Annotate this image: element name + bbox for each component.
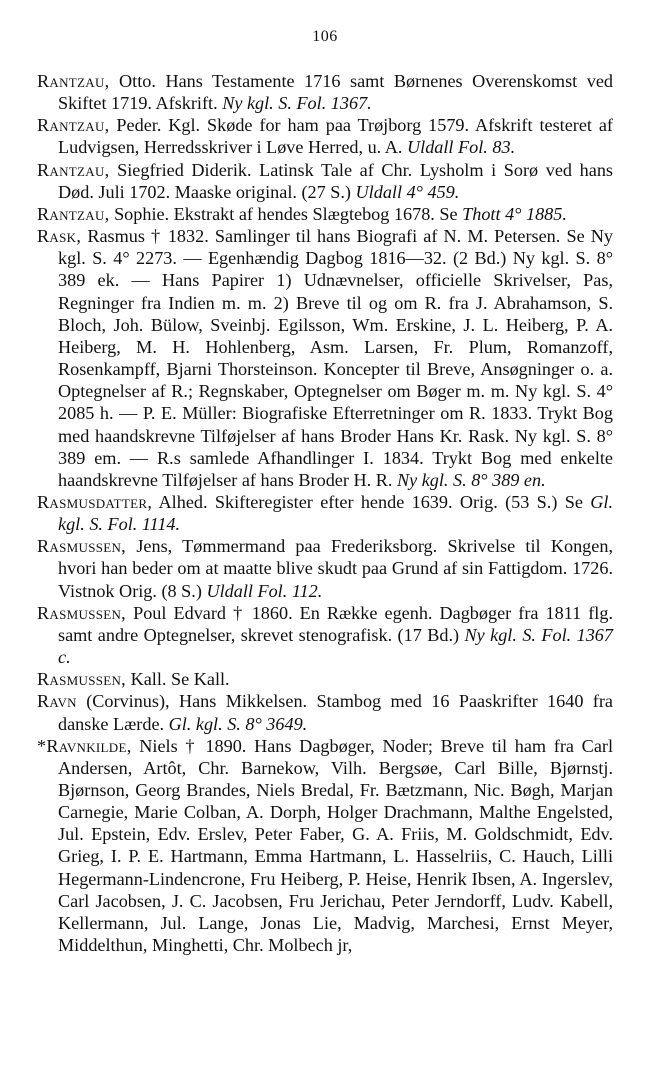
list-item: [37, 735, 613, 957]
list-item: [37, 225, 613, 491]
entry-name: Rasmusdatter,: [37, 491, 153, 512]
list-item: [37, 690, 613, 734]
list-item: [37, 491, 613, 535]
list-item: [37, 114, 613, 158]
entry-reference: Thott 4° 1885.: [462, 203, 567, 224]
entry-name: Rask,: [37, 226, 82, 247]
entry-name: *Ravnkilde,: [37, 735, 132, 756]
entry-text: Jens, Tømmermand paa Frederiksborg. Skrivelse til Kongen, hvori han beder om at maatte blive skudt paa Grund af sin Fattigdom. 1726. Vistnok Orig. (8 S.): [58, 536, 613, 601]
entry-list: [37, 70, 613, 956]
entry-text: (Corvinus), Hans Mikkelsen. Stambog med 16 Paaskrifter 1640 fra danske Lærde.: [58, 691, 613, 734]
list-item: [37, 159, 613, 203]
entry-name: Rasmussen,: [37, 602, 127, 623]
entry-text: Sophie. Ekstrakt af hendes Slægtebog 1678. Se: [109, 203, 463, 224]
entry-reference: Ny kgl. S. Fol. 1367 c.: [58, 624, 613, 668]
entry-reference: Ny kgl. S. 8° 389 en.: [396, 469, 546, 490]
entry-reference: Uldall 4° 459.: [355, 181, 460, 202]
entry-reference: Ny kgl. S. Fol. 1367.: [222, 93, 372, 114]
entry-text: Kall. Se Kall.: [126, 669, 230, 690]
list-item: [37, 535, 613, 601]
entry-text: Peder. Kgl. Skøde for ham paa Trøjborg 1579. Afskrift testeret af Ludvigsen, Herredsskriver i Løve Herred, u. A.: [58, 115, 613, 158]
entry-name: Rantzau,: [37, 115, 110, 136]
page-number: 106: [312, 28, 338, 45]
entry-name: Ravn: [37, 691, 77, 712]
entry-text: Niels † 1890. Hans Dagbøger, Noder; Breve til ham fra Carl Andersen, Artôt, Chr. Barnekow, Vilh. Bergsøe, Carl Bille, Bjørnstj. Bjørnson, Georg Brandes, Niels Bredal, Fr. Bætzmann, Nic. Bøgh, Marjan Carnegie, Marie Colban, A. Dorph, Holger Drachmann, Malthe Engelsted, Jul. Epstein, Edv. Erslev, Peter Faber, G. A. Friis, M. Goldschmidt, Edv. Grieg, I. P. E. Hartmann, Emma Hartmann, L. Hasselriis, C. Hauch, Lilli Hegermann-Lindencrone, Fru Heiberg, P. Heise, Henrik Ibsen, A. Ingerslev, Carl Jacobsen, J. C. Jacobsen, Fru Jerichau, Peter Jerndorff, Ludv. Kabell, Kellermann, Jul. Lange, Jonas Lie, Madvig, Marchesi, Ernst Meyer, Middelthun, Minghetti, Chr. Molbech jr,: [58, 735, 613, 956]
entry-name: Rasmussen,: [37, 669, 127, 690]
entry-text: Rasmus † 1832. Samlinger til hans Biografi af N. M. Petersen. Se Ny kgl. S. 4° 2273. — Egenhændig Dagbog 1816—32. (2 Bd.) Ny kgl. S. 8° 389 ek. — Hans Papirer 1) Udnævnelser, officielle Skrivelser, Pas, Regninger fra Indien m. m. 2) Breve til og om R. fra J. Abrahamson, S. Bloch, Joh. Bülow, Sveinbj. Egilsson, Wm. Erskine, J. L. Heiberg, P. A. Heiberg, M. H. Hohlenberg, Asm. Larsen, Fr. Plum, Romanzoff, Rosenkampff, Bjarni Thorsteinson. Koncepter til Breve, Ansøgninger o. a. Optegnelser af R.; Regnskaber, Optegnelser om Bøger m. m. Ny kgl. S. 4° 2085 h. — P. E. Müller: Biografiske Efterretninger om R. 1833. Trykt Bog med haandskrevne Tilføjelser af hans Broder Hans Kr. Rask. Ny kgl. S. 8° 389 em. — R.s samlede Afhandlinger I. 1834. Trykt Bog med enkelte haandskrevne Tilføjelser af hans Broder H. R.: [58, 226, 613, 490]
list-item: [37, 602, 613, 668]
entry-name: Rantzau,: [37, 159, 110, 180]
list-item: [37, 203, 613, 225]
entry-reference: Gl. kgl. S. Fol. 1114.: [58, 491, 613, 535]
entry-text: Otto. Hans Testamente 1716 samt Børnenes Overenskomst ved Skiftet 1719. Afskrift.: [58, 71, 613, 114]
entry-text: Siegfried Diderik. Latinsk Tale af Chr. Lysholm i Sorø ved hans Død. Juli 1702. Maaske original. (27 S.): [58, 159, 613, 202]
entry-name: Rantzau,: [37, 203, 110, 224]
entry-text: Alhed. Skifteregister efter hende 1639. Orig. (53 S.) Se: [152, 491, 591, 512]
entry-reference: Gl. kgl. S. 8° 3649.: [168, 713, 308, 734]
entry-reference: Uldall Fol. 83.: [407, 137, 516, 158]
entry-name: Rantzau,: [37, 71, 110, 91]
entry-text: Poul Edvard † 1860. En Række egenh. Dagbøger fra 1811 flg. samt andre Optegnelser, skrevet stenografisk. (17 Bd.): [58, 602, 613, 645]
entry-reference: Uldall Fol. 112.: [206, 580, 323, 601]
entry-name: Rasmussen,: [37, 536, 127, 557]
list-item: [37, 70, 613, 114]
list-item: [37, 668, 613, 690]
